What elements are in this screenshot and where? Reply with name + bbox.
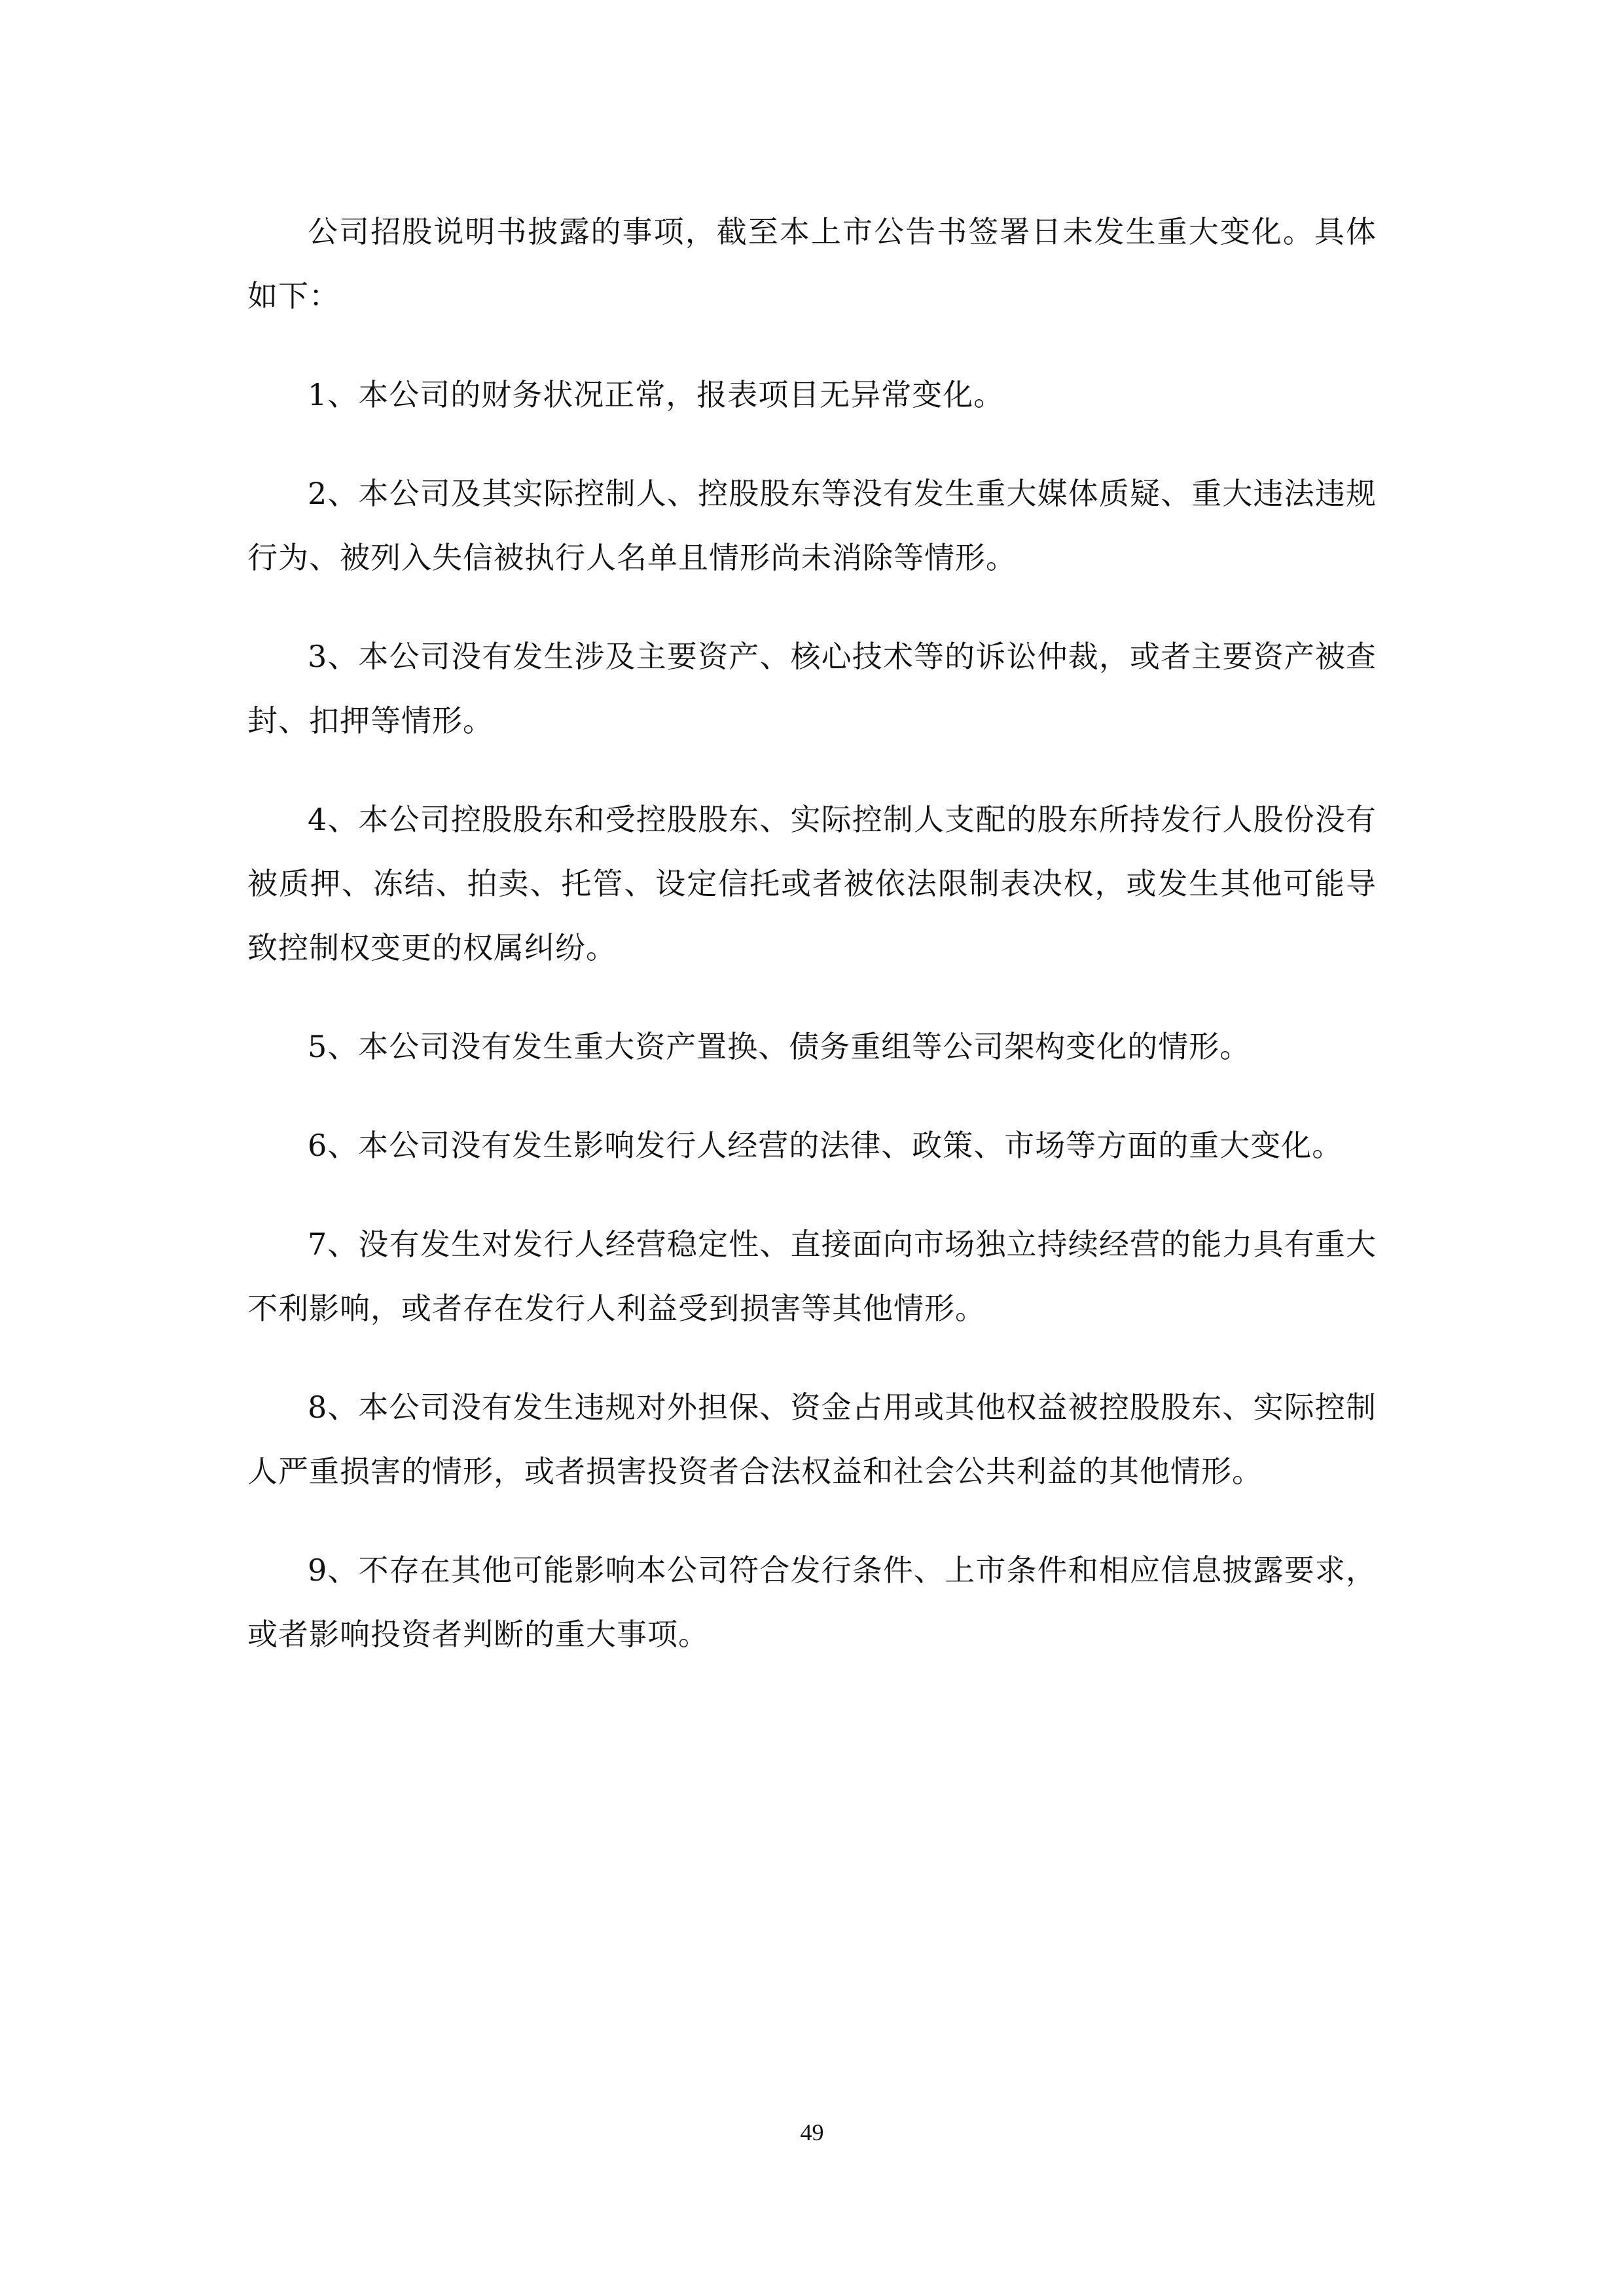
item-3-paragraph: 3、本公司没有发生涉及主要资产、核心技术等的诉讼仲裁，或者主要资产被查封、扣押等情形。 [247,639,1377,738]
item-7-paragraph: 7、没有发生对发行人经营稳定性、直接面向市场独立持续经营的能力具有重大不利影响，或者存在发行人利益受到损害等其他情形。 [247,1227,1377,1326]
item-9-paragraph: 9、不存在其他可能影响本公司符合发行条件、上市条件和相应信息披露要求，或者影响投资者判断的重大事项。 [247,1552,1377,1652]
item-6-paragraph: 6、本公司没有发生影响发行人经营的法律、政策、市场等方面的重大变化。 [308,1128,1343,1163]
body-text [247,200,1377,1701]
item-1-paragraph: 1、本公司的财务状况正常，报表项目无异常变化。 [308,377,1005,412]
item-2-paragraph: 2、本公司及其实际控制人、控股股东等没有发生重大媒体质疑、重大违法违规行为、被列入失信被执行人名单且情形尚未消除等情形。 [247,476,1377,575]
item-4-paragraph: 4、本公司控股股东和受控股股东、实际控制人支配的股东所持发行人股份没有被质押、冻结、拍卖、托管、设定信托或者被依法限制表决权，或发生其他可能导致控制权变更的权属纠纷。 [247,802,1377,965]
item-8-paragraph: 8、本公司没有发生违规对外担保、资金占用或其他权益被控股股东、实际控制人严重损害的情形，或者损害投资者合法权益和社会公共利益的其他情形。 [247,1390,1377,1489]
page-number: 49 [800,2119,824,2145]
intro-paragraph: 公司招股说明书披露的事项，截至本上市公告书签署日未发生重大变化。具体如下： [247,214,1377,314]
item-5-paragraph: 5、本公司没有发生重大资产置换、债务重组等公司架构变化的情形。 [308,1029,1251,1064]
